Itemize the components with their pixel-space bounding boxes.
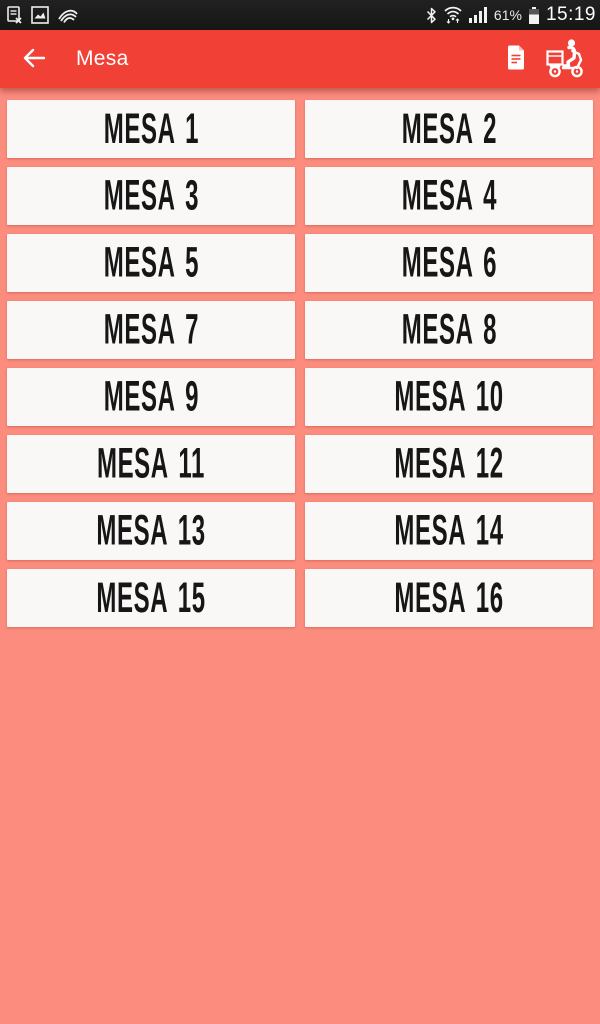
clock-text: 15:19 — [545, 4, 596, 25]
mesa-label: MESA — [401, 172, 474, 219]
mesa-label: MESA — [103, 172, 176, 219]
bluetooth-icon — [426, 7, 437, 24]
mesa-number: 5 — [184, 239, 199, 286]
mesa-label: MESA — [394, 440, 467, 487]
swype-notification-icon — [57, 7, 79, 23]
mesa-button-text — [394, 507, 503, 555]
mesa-button-text — [394, 574, 503, 622]
mesa-label: MESA — [394, 574, 467, 621]
mesa-button-5[interactable] — [7, 234, 295, 292]
mesa-button-text — [394, 440, 503, 488]
status-notification-icons — [6, 6, 79, 24]
mesa-button-text — [401, 239, 496, 287]
mesa-button-text — [103, 373, 198, 421]
mesa-button-4[interactable] — [305, 167, 593, 225]
mesa-button-3[interactable] — [7, 167, 295, 225]
mesa-number: 9 — [184, 373, 199, 420]
mesa-label: MESA — [103, 105, 176, 152]
mesa-button-10[interactable] — [305, 368, 593, 426]
mesa-button-9[interactable] — [7, 368, 295, 426]
mesa-label: MESA — [394, 373, 467, 420]
mesa-button-13[interactable] — [7, 502, 295, 560]
mesa-number: 16 — [475, 574, 504, 621]
delivery-button[interactable] — [544, 36, 586, 83]
mesa-number: 15 — [177, 574, 206, 621]
mesa-number: 3 — [184, 172, 199, 219]
mesa-number: 10 — [475, 373, 504, 420]
mesa-button-text — [96, 507, 205, 555]
mesa-button-text — [96, 574, 205, 622]
app-bar-actions — [504, 36, 586, 83]
back-button[interactable] — [14, 39, 54, 79]
mesa-number: 2 — [482, 105, 497, 152]
mesa-label: MESA — [96, 507, 169, 554]
mesa-label: MESA — [401, 306, 474, 353]
mesa-label: MESA — [97, 440, 169, 487]
document-button[interactable] — [504, 43, 528, 75]
mesa-number: 8 — [482, 306, 497, 353]
mesa-button-8[interactable] — [305, 301, 593, 359]
battery-icon — [528, 7, 540, 24]
mesa-number: 12 — [475, 440, 504, 487]
back-arrow-icon — [23, 48, 45, 71]
status-system-icons — [426, 4, 596, 26]
mesa-button-7[interactable] — [7, 301, 295, 359]
mesa-number: 1 — [184, 105, 199, 152]
mesa-label: MESA — [401, 239, 474, 286]
mesa-number: 13 — [177, 507, 206, 554]
mesa-label: MESA — [96, 574, 169, 621]
page-title: Mesa — [76, 47, 129, 70]
mesa-button-14[interactable] — [305, 502, 593, 560]
mesa-button-12[interactable] — [305, 435, 593, 493]
mesa-label: MESA — [103, 306, 176, 353]
mesa-number: 11 — [178, 440, 205, 487]
mesa-button-11[interactable] — [7, 435, 295, 493]
mesa-button-1[interactable] — [7, 100, 295, 158]
mesa-number: 6 — [482, 239, 497, 286]
battery-percent-text: 61% — [493, 7, 522, 23]
mesa-number: 4 — [482, 172, 497, 219]
signal-icon — [469, 7, 488, 23]
mesa-button-text — [103, 306, 198, 354]
mesa-grid — [0, 88, 600, 627]
file-x-notification-icon — [6, 6, 23, 24]
mesa-button-text — [401, 172, 496, 220]
mesa-button-text — [103, 105, 198, 153]
status-bar — [0, 0, 600, 30]
mesa-button-text — [394, 373, 503, 421]
mesa-button-15[interactable] — [7, 569, 295, 627]
mesa-label: MESA — [103, 239, 176, 286]
document-icon — [506, 45, 526, 73]
mesa-number: 7 — [184, 306, 199, 353]
mesa-button-6[interactable] — [305, 234, 593, 292]
wifi-icon — [443, 6, 463, 24]
mesa-button-text — [401, 105, 496, 153]
mesa-button-text — [401, 306, 496, 354]
mesa-label: MESA — [401, 105, 474, 152]
gallery-notification-icon — [31, 6, 49, 24]
mesa-button-text — [103, 172, 198, 220]
mesa-number: 14 — [475, 507, 504, 554]
mesa-button-16[interactable] — [305, 569, 593, 627]
mesa-button-2[interactable] — [305, 100, 593, 158]
mesa-button-text — [103, 239, 198, 287]
app-bar — [0, 30, 600, 88]
mesa-label: MESA — [103, 373, 176, 420]
delivery-scooter-icon — [546, 38, 584, 81]
mesa-label: MESA — [394, 507, 467, 554]
mesa-button-text — [97, 440, 205, 488]
